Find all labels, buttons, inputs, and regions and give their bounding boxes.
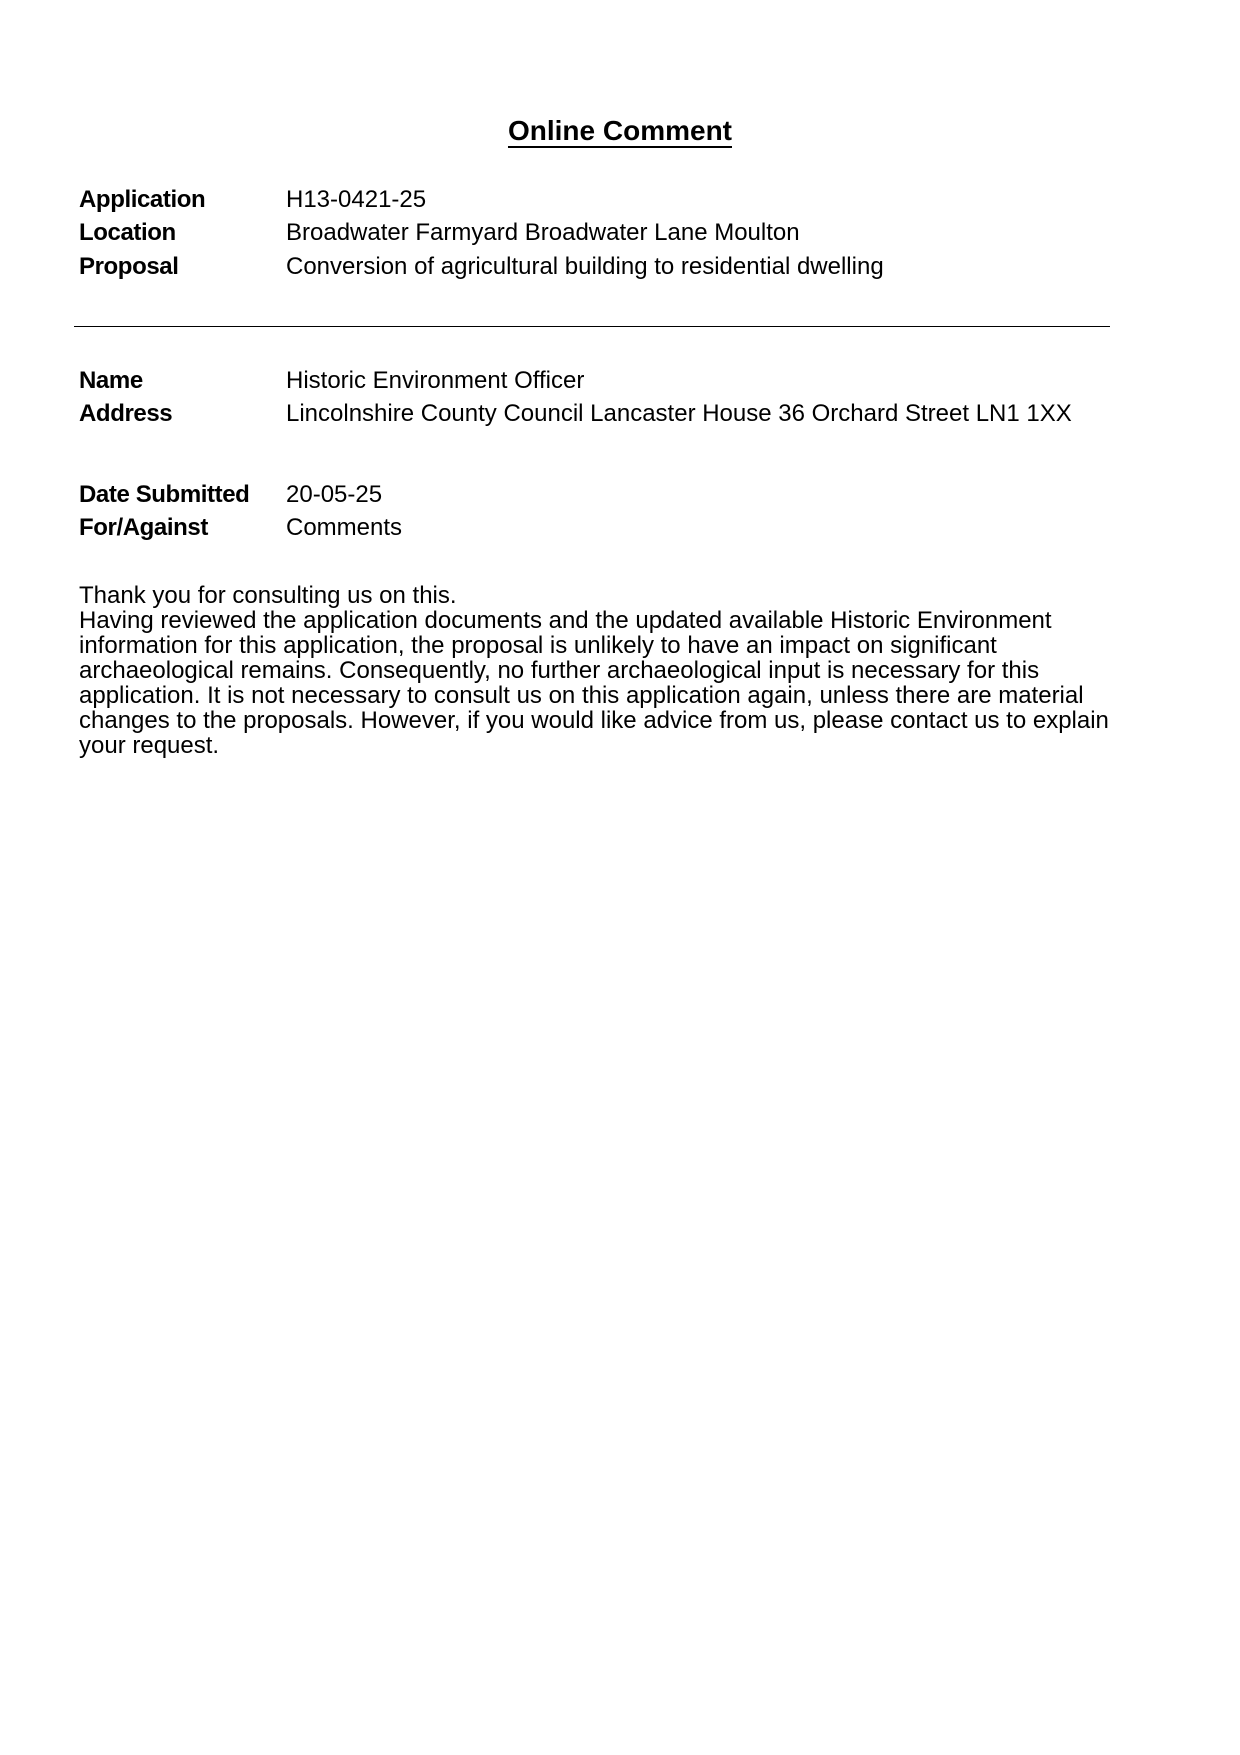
application-value: H13-0421-25 [286, 186, 427, 213]
page-title-text: Online Comment [507, 114, 732, 146]
comment-line-1: Thank you for consulting us on this. [79, 582, 457, 609]
address-label: Address [79, 400, 173, 427]
name-label: Name [79, 367, 143, 394]
for-against-label: For/Against [79, 514, 208, 541]
comment-line-2: Having reviewed the application documents and the updated available Historic Environment information for this application, the proposal is unlikely to have an impact on significant archaeological remains. Consequently, no further archaeological input is necessary for this application. It is not necessary to consult us on this application again, unless there are material changes to the proposals. However, if you would like advice from us, please contact us to explain your request. [79, 607, 1109, 759]
name-value: Historic Environment Officer [286, 367, 585, 394]
comment-body [79, 583, 1119, 758]
application-label: Application [79, 186, 206, 213]
date-submitted-value: 20-05-25 [286, 481, 383, 508]
proposal-value: Conversion of agricultural building to residential dwelling [286, 253, 884, 280]
location-value: Broadwater Farmyard Broadwater Lane Moulton [286, 219, 800, 246]
address-value: Lincolnshire County Council Lancaster House 36 Orchard Street LN1 1XX [286, 400, 1072, 427]
section-divider [74, 326, 1110, 327]
location-label: Location [79, 219, 176, 246]
date-submitted-label: Date Submitted [79, 481, 250, 508]
page-title [0, 113, 1240, 149]
for-against-value: Comments [286, 514, 403, 541]
proposal-label: Proposal [79, 253, 179, 280]
